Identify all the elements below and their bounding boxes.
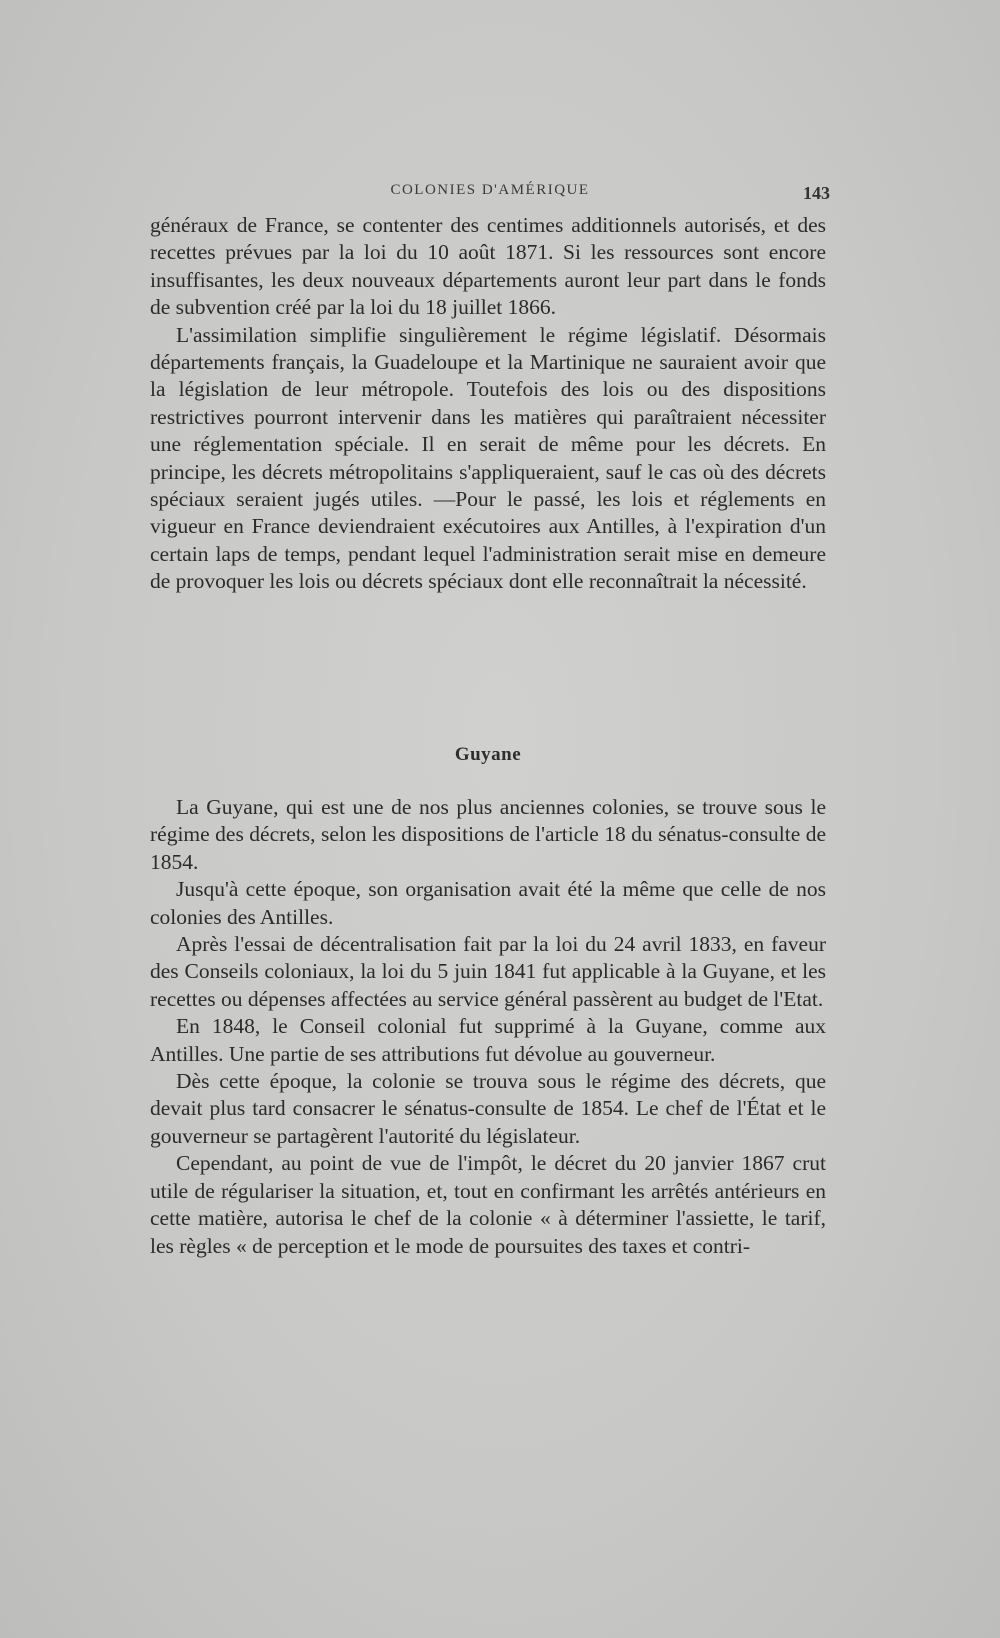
- paragraph: généraux de France, se contenter des centimes additionnels autorisés, et des recettes prévues par la loi du 10 août 1871. Si les ressources sont encore insuffisantes, les deux nouveaux départements auront leur part dans le fonds de subvention créé par la loi du 18 juillet 1866.: [150, 213, 826, 320]
- text-block-assimilation: [150, 212, 826, 596]
- running-header: [150, 182, 830, 206]
- paragraph: En 1848, le Conseil colonial fut supprimé à la Guyane, comme aux Antilles. Une partie de ses attributions fut dévolue au gouverneur.: [150, 1014, 826, 1066]
- paragraph: Jusqu'à cette époque, son organisation avait été la même que celle de nos colonies des Antilles.: [150, 877, 826, 929]
- paragraph: L'assimilation simplifie singulièrement le régime législatif. Désormais départements français, la Guadeloupe et la Martinique ne sauraient avoir que la législation de leur métropole. Toutefois des lois ou des dispositions restrictives pourront intervenir dans les matières qui paraîtraient nécessiter une réglementation spéciale. Il en serait de même pour les décrets. En principe, les décrets métropolitains s'appliqueraient, sauf le cas où des décrets spéciaux seraient jugés utiles. —Pour le passé, les lois et réglements en vigueur en France deviendraient exécutoires aux Antilles, à l'expiration d'un certain laps de temps, pendant lequel l'administration serait mise en demeure de provoquer les lois ou décrets spéciaux dont elle reconnaîtrait la nécessité.: [150, 322, 826, 594]
- text-block-guyane: [150, 794, 826, 1260]
- running-title: COLONIES D'AMÉRIQUE: [390, 182, 590, 198]
- page-number: 143: [803, 183, 830, 203]
- paragraph: Dès cette époque, la colonie se trouva sous le régime des décrets, que devait plus tard consacrer le sénatus-consulte de 1854. Le chef de l'État et le gouverneur se partagèrent l'autorité du législateur.: [150, 1069, 826, 1148]
- paragraph: La Guyane, qui est une de nos plus anciennes colonies, se trouve sous le régime des décrets, selon les dispositions de l'article 18 du sénatus-consulte de 1854.: [150, 795, 826, 874]
- paragraph: Cependant, au point de vue de l'impôt, le décret du 20 janvier 1867 crut utile de régulariser la situation, et, tout en confirmant les arrêtés antérieurs en cette matière, autorisa le chef de la colonie « à déterminer l'assiette, le tarif, les règles « de perception et le mode de poursuites des taxes et contri-: [150, 1151, 826, 1258]
- section-heading-guyane: Guyane: [454, 744, 522, 765]
- paragraph: Après l'essai de décentralisation fait par la loi du 24 avril 1833, en faveur des Conseils coloniaux, la loi du 5 juin 1841 fut applicable à la Guyane, et les recettes ou dépenses affectées au service général passèrent au budget de l'Etat.: [150, 932, 826, 1011]
